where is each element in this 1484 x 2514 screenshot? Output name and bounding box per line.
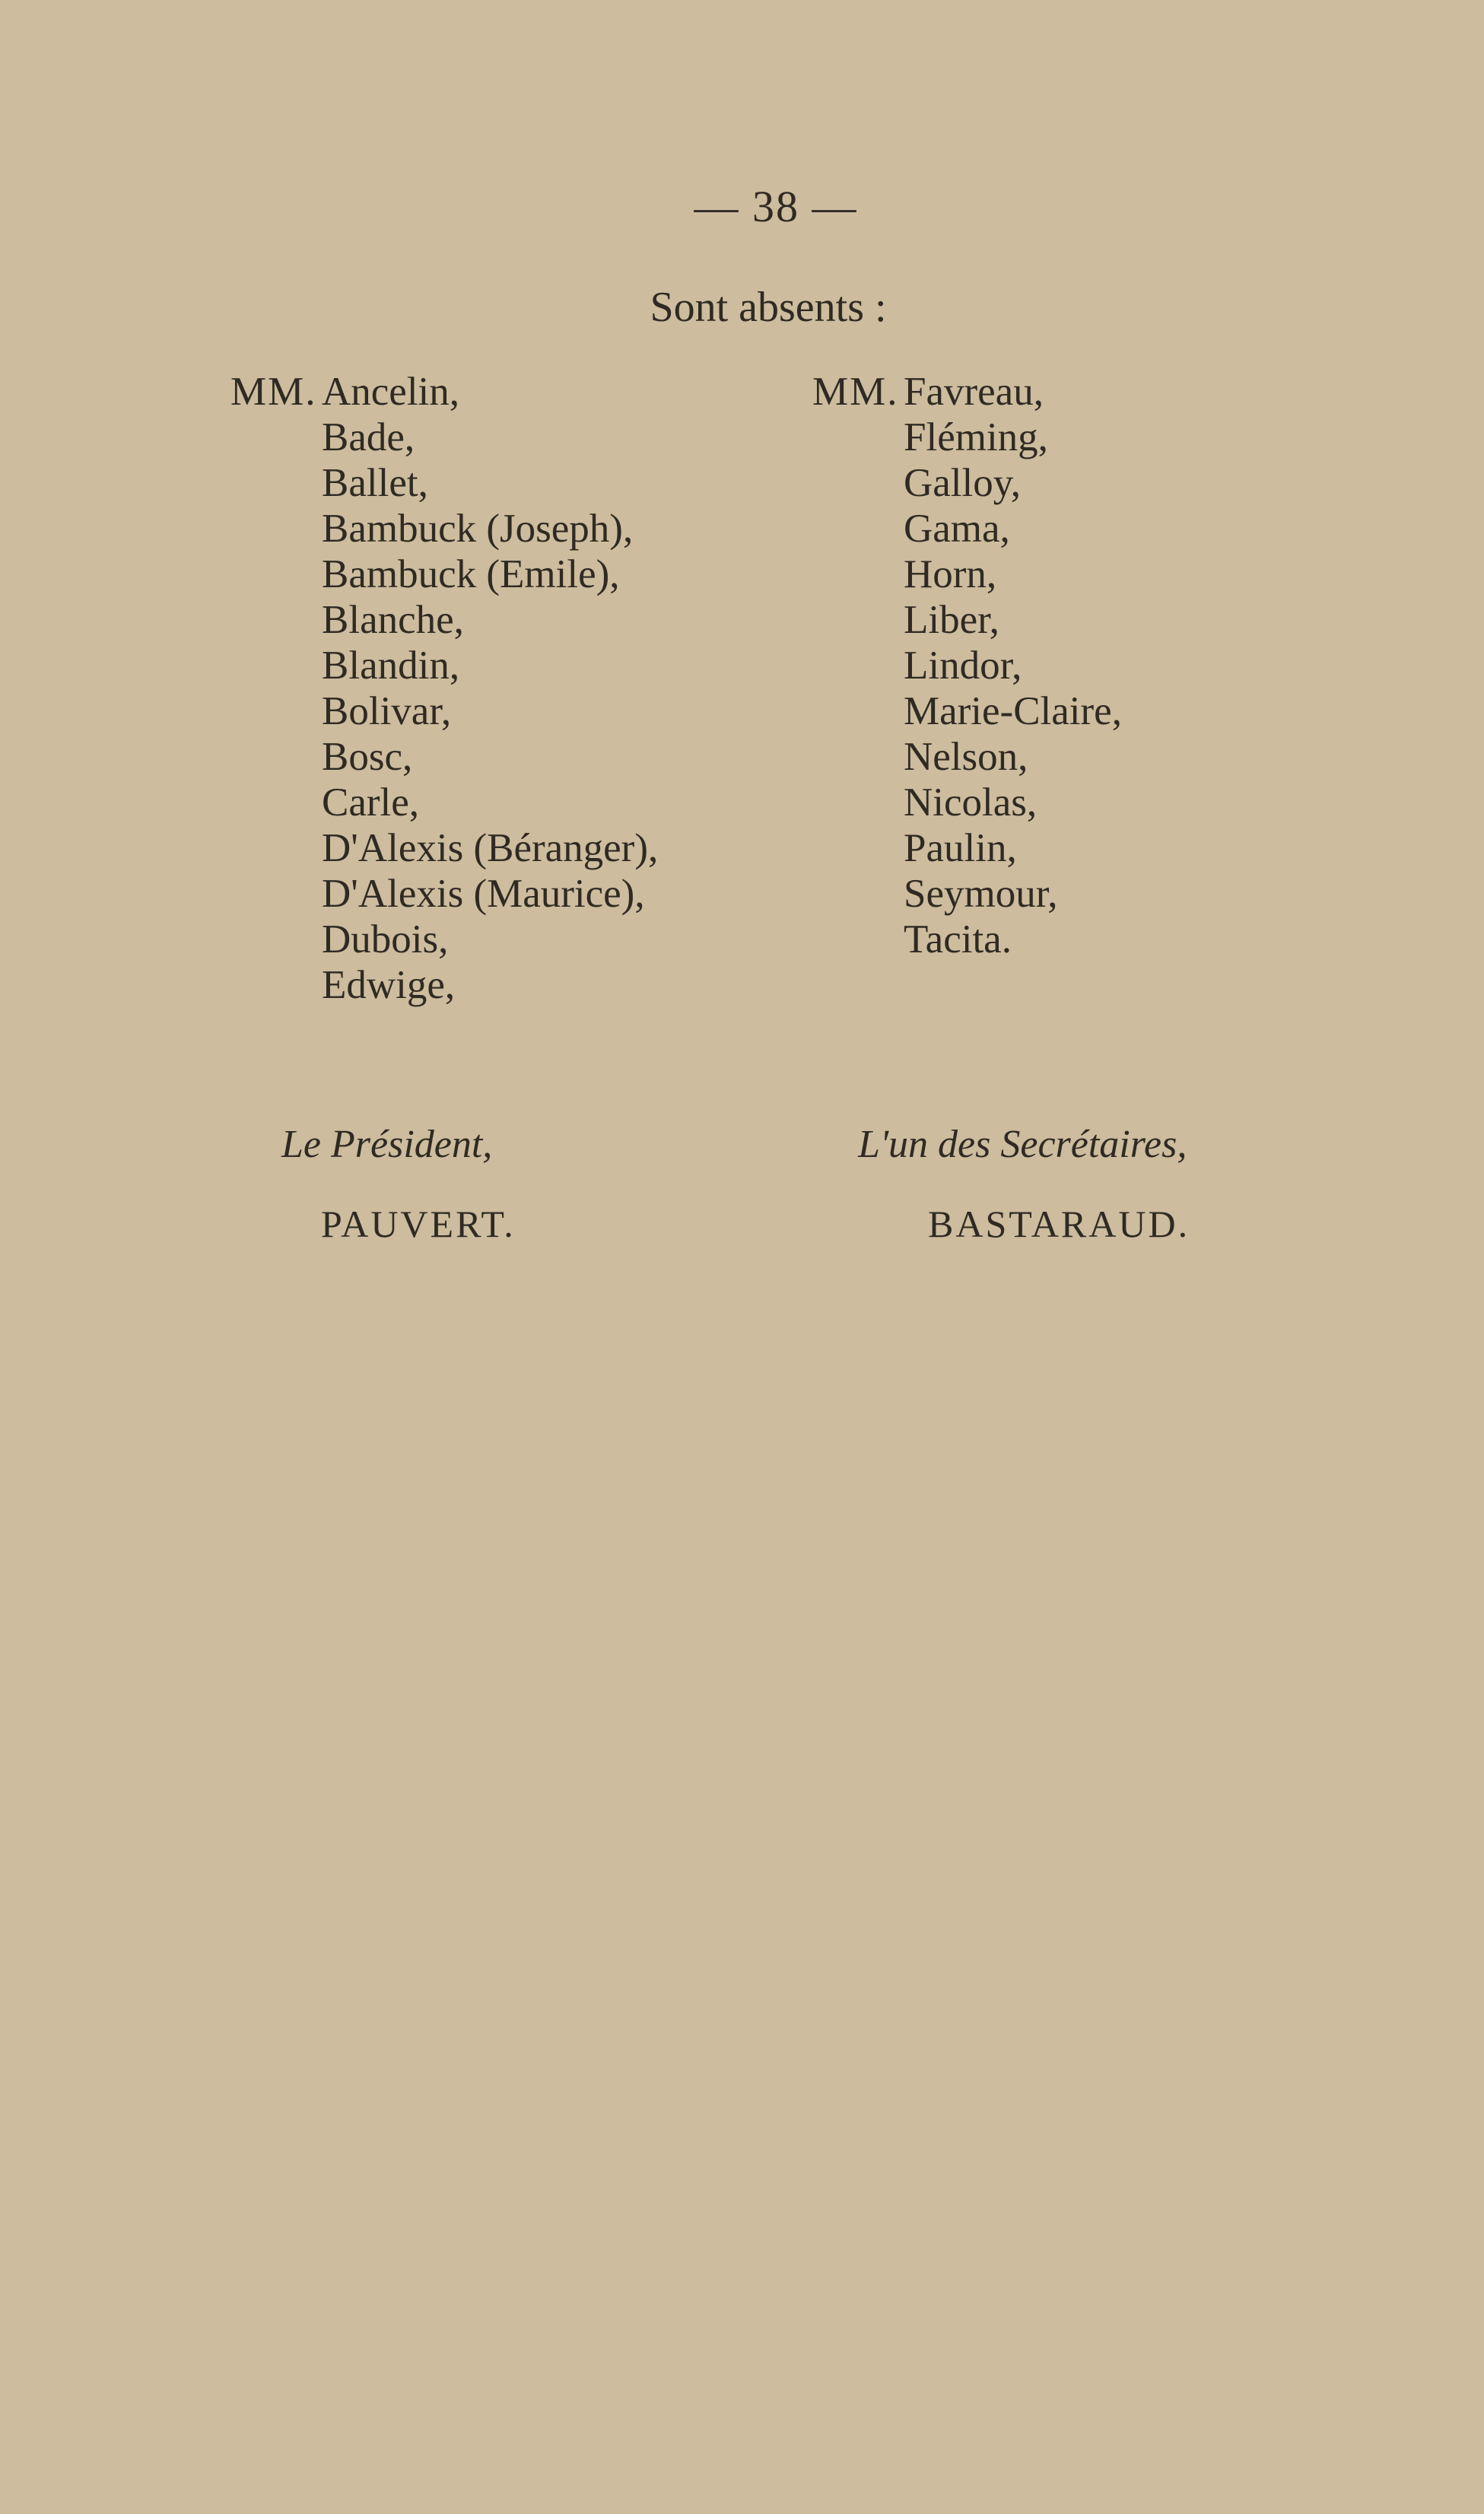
list-item <box>812 643 1122 688</box>
member-name: Tacita. <box>904 917 1012 961</box>
member-name: Lindor, <box>904 644 1022 688</box>
list-item <box>812 506 1122 551</box>
list-item <box>230 643 658 688</box>
member-name: Liber, <box>904 598 999 642</box>
member-name: Fléming, <box>904 415 1048 459</box>
member-name: Bambuck (Emile), <box>322 552 620 596</box>
list-item <box>812 825 1122 871</box>
member-name: Gama, <box>904 507 1010 551</box>
honorific-prefix: MM. <box>812 370 899 414</box>
list-item <box>812 780 1122 825</box>
list-item <box>812 369 1122 415</box>
honorific-prefix: MM. <box>230 370 317 414</box>
member-name: Seymour, <box>904 872 1058 916</box>
secretary-name: BASTARAUD. <box>928 1203 1190 1245</box>
member-name: Favreau, <box>904 370 1044 414</box>
member-name: Nicolas, <box>904 780 1038 825</box>
member-name: Bade, <box>322 415 415 459</box>
list-item <box>812 551 1122 597</box>
member-name: Edwige, <box>322 963 456 1007</box>
member-name: Marie-Claire, <box>904 689 1122 733</box>
president-title: Le Président, <box>281 1123 493 1166</box>
list-item <box>812 597 1122 643</box>
member-name: Paulin, <box>904 826 1017 870</box>
absent-list-right <box>812 369 1122 962</box>
section-heading: Sont absents : <box>650 284 887 331</box>
member-name: Ballet, <box>322 461 428 505</box>
member-name: Ancelin, <box>322 370 460 414</box>
member-name: Dubois, <box>322 917 449 961</box>
list-item <box>812 734 1122 780</box>
list-item <box>230 597 658 643</box>
list-item <box>812 871 1122 917</box>
list-item <box>230 688 658 734</box>
list-item <box>812 917 1122 962</box>
page-number: — 38 — <box>694 182 858 231</box>
list-item <box>230 917 658 962</box>
secretary-title: L'un des Secrétaires, <box>858 1123 1187 1166</box>
list-item <box>230 369 658 415</box>
list-item <box>230 734 658 780</box>
list-item <box>230 825 658 871</box>
absent-list-left <box>230 369 658 1008</box>
member-name: D'Alexis (Maurice), <box>322 872 645 916</box>
member-name: Horn, <box>904 552 997 596</box>
member-name: Galloy, <box>904 461 1022 505</box>
member-name: Blanche, <box>322 598 464 642</box>
list-item <box>230 962 658 1008</box>
list-item <box>812 415 1122 460</box>
member-name: Carle, <box>322 780 420 825</box>
member-name: D'Alexis (Béranger), <box>322 826 659 870</box>
president-name: PAUVERT. <box>321 1203 516 1245</box>
list-item <box>812 460 1122 506</box>
list-item <box>230 551 658 597</box>
member-name: Bambuck (Joseph), <box>322 507 634 551</box>
list-item <box>230 506 658 551</box>
member-name: Bosc, <box>322 735 413 779</box>
list-item <box>230 780 658 825</box>
member-name: Blandin, <box>322 644 460 688</box>
list-item <box>230 871 658 917</box>
list-item <box>230 415 658 460</box>
list-item <box>230 460 658 506</box>
member-name: Nelson, <box>904 735 1028 779</box>
list-item <box>812 688 1122 734</box>
member-name: Bolivar, <box>322 689 452 733</box>
